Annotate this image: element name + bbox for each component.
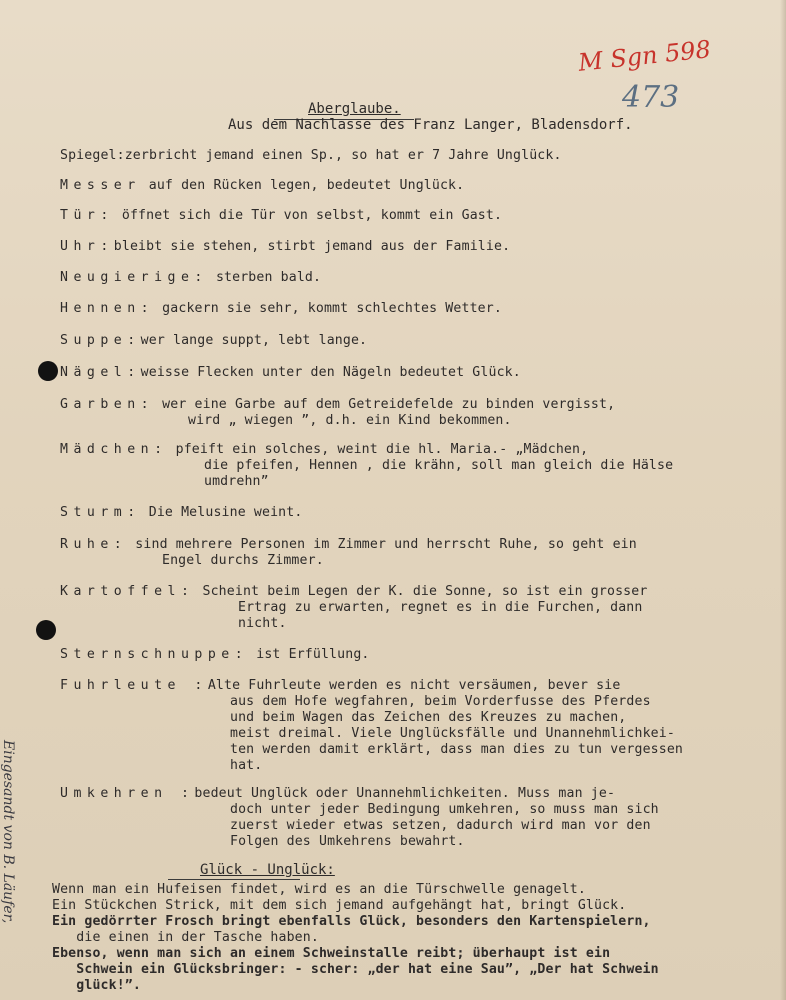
entry-keyword: Ruhe: — [60, 537, 128, 552]
entry-keyword: Nägel: — [60, 365, 141, 380]
entry-keyword: Uhr: — [60, 239, 114, 254]
entry-text-line: meist dreimal. Viele Unglücksfälle und Unannehmlichkei- — [230, 726, 675, 741]
entry-keyword: Umkehren : — [60, 786, 195, 801]
entry-keyword: Sternschnuppe: — [60, 647, 249, 662]
entry-text-line: Scheint beim Legen der K. die Sonne, so ist ein grosser — [202, 584, 648, 599]
entry-text-line: umdrehn” — [204, 474, 269, 489]
entry-text-line: die pfeifen, Hennen , die krähn, soll man gleich die Hälse — [204, 458, 674, 473]
entry-naegel — [60, 365, 521, 381]
archive-signature-mark: M Sgn 598 — [576, 35, 713, 77]
entry-text-line: aus dem Hofe wegfahren, beim Vorderfusse des Pferdes — [230, 694, 651, 709]
entry-text-line: wer eine Garbe auf dem Getreidefelde zu binden vergisst, — [162, 397, 616, 412]
entry-text-line: auf den Rücken legen, bedeutet Unglück. — [148, 178, 465, 193]
page-number: 473 — [622, 80, 680, 115]
entry-text-line: doch unter jeder Bedingung umkehren, so muss man sich — [230, 802, 659, 817]
entry-maedchen — [60, 442, 588, 458]
entry-keyword: Fuhrleute : — [60, 678, 208, 693]
entry-text-line: gackern sie sehr, kommt schlechtes Wetter. — [162, 301, 502, 316]
entry-text-line: Engel durchs Zimmer. — [162, 553, 324, 568]
entry-keyword: Messer — [60, 178, 141, 193]
section-line: Ein gedörrter Frosch bringt ebenfalls Glück, besonders den Kartenspielern, — [52, 914, 651, 929]
entry-text-line: Alte Fuhrleute werden es nicht versäumen, bever sie — [207, 678, 621, 693]
entry-text-line: hat. — [230, 758, 263, 773]
entry-ruhe — [60, 537, 637, 553]
entry-umkehren — [60, 786, 615, 802]
entry-keyword: Garben: — [60, 397, 155, 412]
entry-text-line: ist Erfüllung. — [256, 647, 370, 662]
margin-note: Eingesandt von B. Läufer, — [0, 740, 16, 924]
section-line: Ein Stückchen Strick, mit dem sich jemand aufgehängt hat, bringt Glück. — [52, 898, 627, 913]
section-line: glück!”. — [52, 978, 141, 993]
entry-text-line: sind mehrere Personen im Zimmer und herrscht Ruhe, so geht ein — [135, 537, 637, 552]
entry-fuhrleute — [60, 678, 620, 694]
entry-keyword: Suppe: — [60, 333, 141, 348]
entry-text-line: Die Melusine weint. — [148, 505, 303, 520]
entry-keyword: Tür: — [60, 208, 114, 223]
entry-suppe — [60, 333, 367, 349]
entry-hennen — [60, 301, 502, 317]
section-line: Schwein ein Glücksbringer: - scher: „der hat eine Sau”, „Der hat Schwein — [52, 962, 659, 977]
document-title: Aberglaube. — [308, 101, 401, 117]
entry-text-line: bleibt sie stehen, stirbt jemand aus der Familie. — [113, 239, 511, 254]
entry-tuer — [60, 208, 502, 224]
entry-keyword: Hennen: — [60, 301, 155, 316]
entry-text-line: wird „ wiegen ”, d.h. ein Kind bekommen. — [188, 413, 512, 428]
entry-text-line: öffnet sich die Tür von selbst, kommt ein Gast. — [121, 208, 503, 223]
entry-text-line: bedeut Unglück oder Unannehmlichkeiten. Muss man je- — [194, 786, 616, 801]
entry-text-line: weisse Flecken unter den Nägeln bedeutet Glück. — [140, 365, 521, 380]
entry-text-line: zuerst wieder etwas setzen, dadurch wird man vor den — [230, 818, 651, 833]
paper-edge-shadow — [780, 0, 786, 1000]
entry-keyword: Spiegel: — [60, 148, 125, 163]
entry-messer — [60, 178, 464, 194]
section-line: Ebenso, wenn man sich an einem Schweinstalle reibt; überhaupt ist ein — [52, 946, 611, 961]
entry-text-line: zerbricht jemand einen Sp., so hat er 7 Jahre Unglück. — [124, 148, 562, 163]
entry-sternschnuppe — [60, 647, 370, 663]
punch-hole — [36, 620, 56, 640]
entry-uhr — [60, 239, 510, 255]
section-title: Glück - Unglück: — [200, 862, 335, 878]
entry-garben — [60, 397, 615, 413]
entry-text-line: Ertrag zu erwarten, regnet es in die Furchen, dann — [238, 600, 643, 615]
entry-keyword: Sturm: — [60, 505, 141, 520]
punch-hole — [38, 361, 58, 381]
section-underline — [168, 879, 300, 880]
entry-text-line: wer lange suppt, lebt lange. — [140, 333, 368, 348]
entry-text-line: pfeift ein solches, weint die hl. Maria.- „Mädchen, — [175, 442, 589, 457]
entry-kartoffel — [60, 584, 647, 600]
entry-keyword: Kartoffel: — [60, 584, 195, 599]
entry-text-line: nicht. — [238, 616, 287, 631]
document-subtitle: Aus dem Nachlasse des Franz Langer, Bladensdorf. — [228, 117, 633, 133]
entry-neugierige — [60, 270, 321, 286]
section-line: Wenn man ein Hufeisen findet, wird es an die Türschwelle genagelt. — [52, 882, 586, 897]
section-line: die einen in der Tasche haben. — [52, 930, 319, 945]
entry-sturm — [60, 505, 302, 521]
entry-keyword: Neugierige: — [60, 270, 208, 285]
entry-spiegel — [60, 148, 562, 164]
entry-text-line: ten werden damit erklärt, dass man dies zu tun vergessen — [230, 742, 684, 757]
entry-text-line: Folgen des Umkehrens bewahrt. — [230, 834, 465, 849]
entry-text-line: und beim Wagen das Zeichen des Kreuzes zu machen, — [230, 710, 627, 725]
entry-keyword: Mädchen: — [60, 442, 168, 457]
entry-text-line: sterben bald. — [215, 270, 322, 285]
